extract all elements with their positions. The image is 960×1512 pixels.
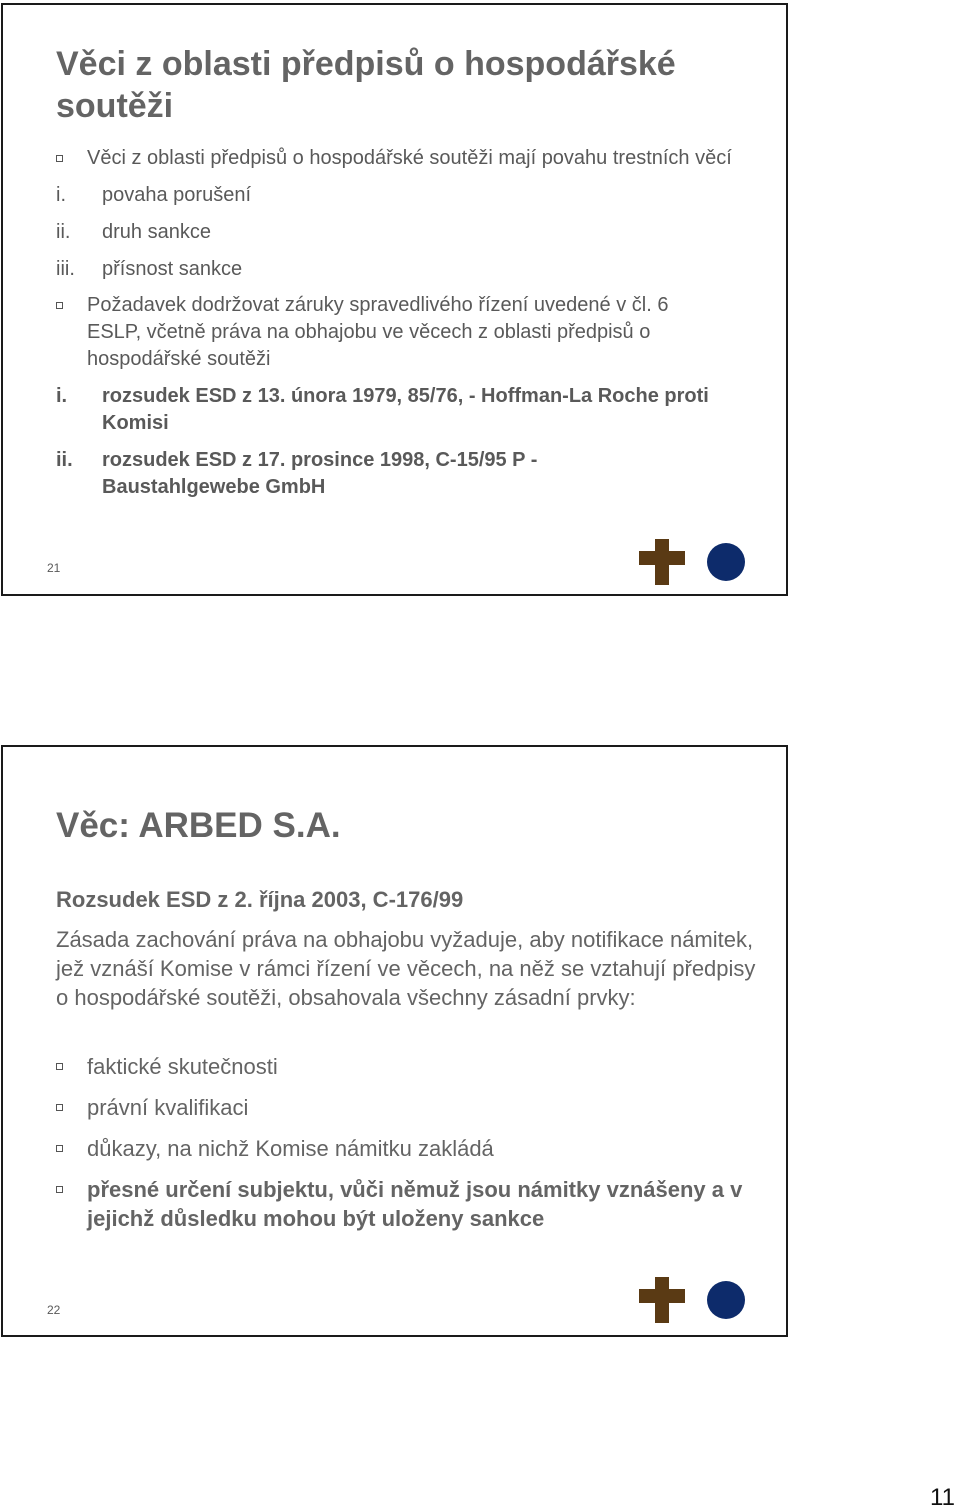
bullet-list bbox=[56, 1052, 766, 1245]
circle-icon bbox=[707, 543, 745, 581]
numeral: ii. bbox=[56, 449, 73, 471]
judgment-reference: Rozsudek ESD z 2. října 2003, C-176/99 bbox=[56, 887, 464, 912]
list-item-text: důkazy, na nichž Komise námitku zakládá bbox=[87, 1136, 494, 1161]
paragraph: Zásada zachování práva na obhajobu vyžaduje, aby notifikace námitek, jež vznáší Komise v rámci řízení ve věcech, na něž se vztahují předpisy o hospodářské soutěži, obsahovala všechny zásadní prvky: bbox=[56, 927, 756, 1010]
list-item-text: přesné určení subjektu, vůči němuž jsou námitky vznášeny a v jejichž důsledku mohou být uloženy sankce bbox=[87, 1177, 743, 1231]
bullet-item bbox=[56, 292, 696, 373]
square-bullet-icon bbox=[56, 155, 63, 162]
numbered-text: druh sankce bbox=[102, 221, 211, 243]
list-item bbox=[56, 1093, 766, 1122]
circle-icon bbox=[707, 1281, 745, 1319]
numbered-item bbox=[56, 256, 766, 283]
square-bullet-icon bbox=[56, 1104, 63, 1111]
square-bullet-icon bbox=[56, 1063, 63, 1070]
square-bullet-icon bbox=[56, 1145, 63, 1152]
bullet-text: Požadavek dodržovat záruky spravedlivého řízení uvedené v čl. 6 ESLP, včetně práva na obhajobu ve věcech z oblasti předpisů o hospodářské soutěži bbox=[87, 294, 669, 370]
slide-21 bbox=[1, 3, 788, 596]
slide-title: Věc: ARBED S.A. bbox=[56, 806, 341, 845]
slide-22 bbox=[1, 745, 788, 1337]
list-item bbox=[56, 1134, 766, 1163]
slide-content bbox=[56, 145, 766, 501]
numbered-item bbox=[56, 219, 766, 246]
numeral: ii. bbox=[56, 221, 71, 243]
slide-title: Věci z oblasti předpisů o hospodářské soutěži bbox=[56, 45, 676, 125]
document-page-number: 11 bbox=[930, 1484, 955, 1511]
numbered-text: povaha porušení bbox=[102, 184, 252, 206]
cross-icon bbox=[639, 539, 685, 585]
case-item bbox=[56, 383, 726, 437]
numeral: i. bbox=[56, 385, 68, 407]
case-item bbox=[56, 447, 616, 501]
logo bbox=[639, 537, 749, 587]
list-item bbox=[56, 1052, 766, 1081]
list-item-text: faktické skutečnosti bbox=[87, 1054, 278, 1079]
numeral: iii. bbox=[56, 258, 75, 280]
numbered-item bbox=[56, 182, 766, 209]
slide-number: 21 bbox=[47, 561, 61, 575]
bullet-text: Věci z oblasti předpisů o hospodářské soutěži mají povahu trestních věcí bbox=[87, 147, 732, 169]
square-bullet-icon bbox=[56, 302, 63, 309]
list-item-text: právní kvalifikaci bbox=[87, 1095, 249, 1120]
numbered-text: přísnost sankce bbox=[102, 258, 243, 280]
logo bbox=[639, 1275, 749, 1325]
square-bullet-icon bbox=[56, 1186, 63, 1193]
case-text: rozsudek ESD z 17. prosince 1998, C-15/95 P - Baustahlgewebe GmbH bbox=[102, 449, 538, 498]
list-item bbox=[56, 1175, 766, 1233]
slide-number: 22 bbox=[47, 1303, 61, 1317]
bullet-item bbox=[56, 145, 766, 172]
numeral: i. bbox=[56, 184, 66, 206]
cross-icon bbox=[639, 1277, 685, 1323]
case-text: rozsudek ESD z 13. února 1979, 85/76, - Hoffman-La Roche proti Komisi bbox=[102, 385, 709, 434]
